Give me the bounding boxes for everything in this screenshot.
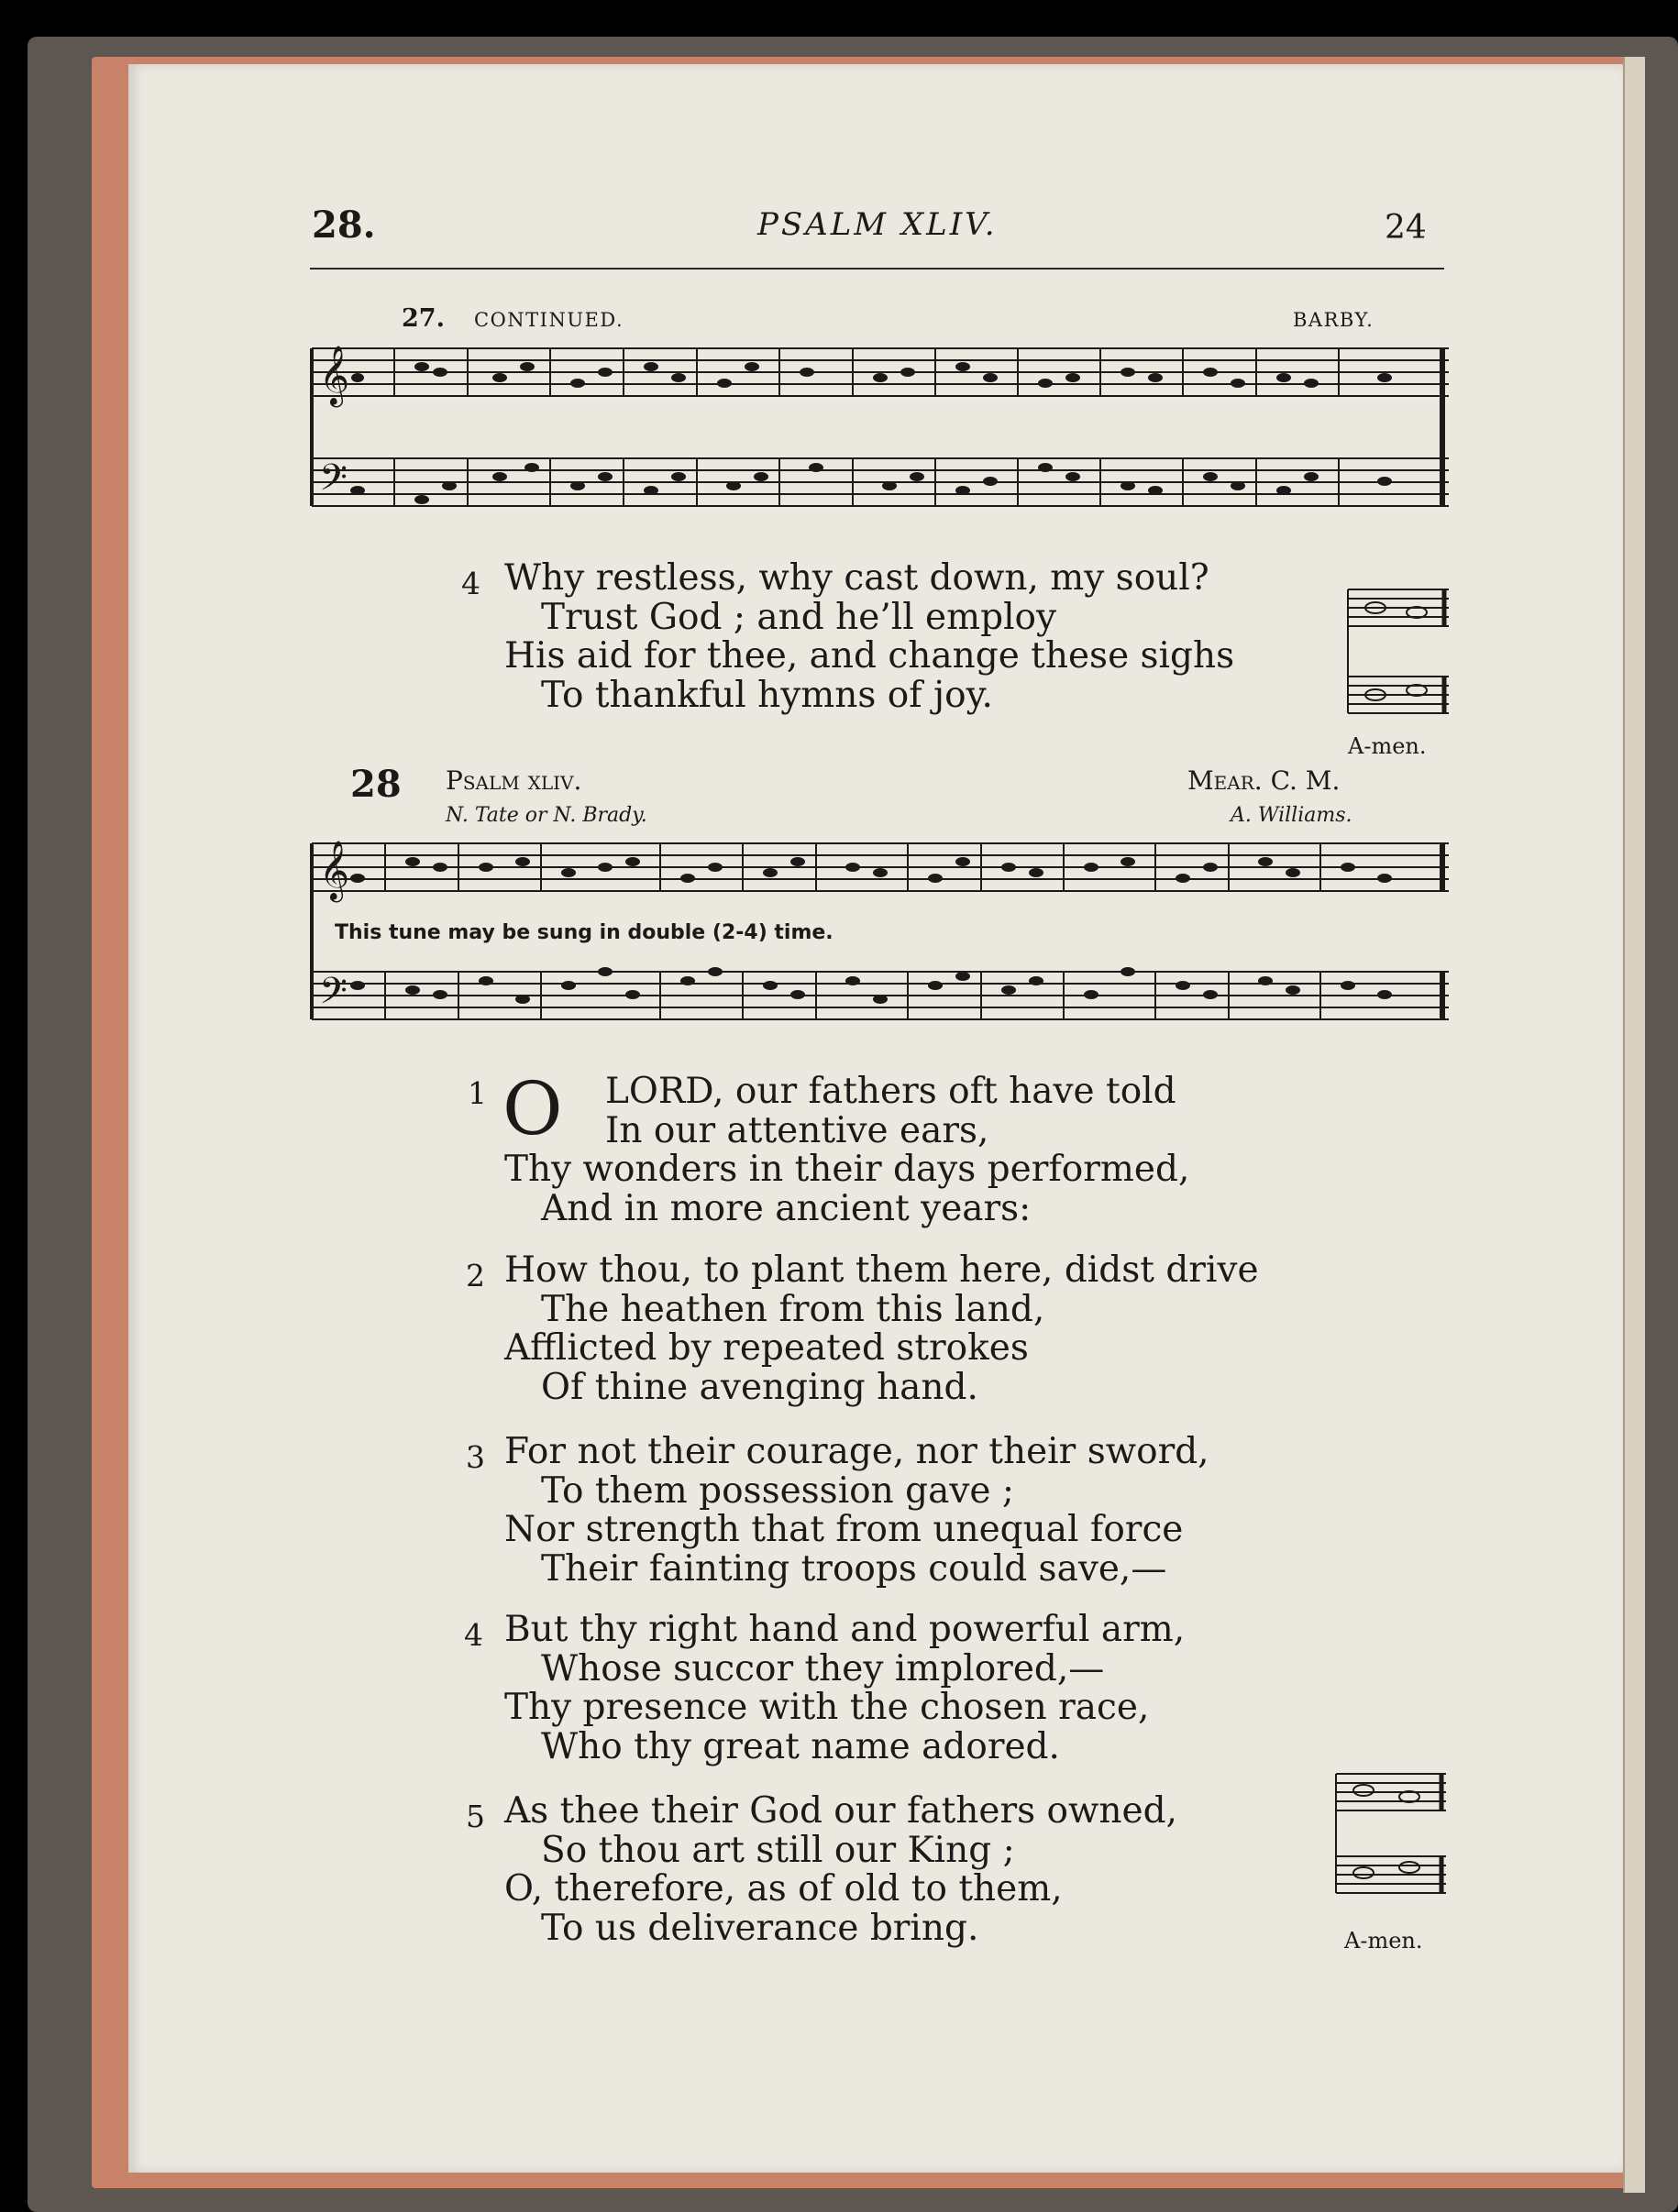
hymn28-tempo-note: This tune may be sung in double (2-4) time. [335, 921, 833, 944]
verse-line: To them possession gave ; [541, 1469, 1015, 1512]
verse-line: And in more ancient years: [541, 1187, 1032, 1229]
hymn27-verse-number: 4 [461, 566, 480, 601]
verse-line: Thy presence with the chosen race, [504, 1687, 1150, 1728]
verse-line: To us deliverance bring. [541, 1907, 979, 1949]
verse-line: Whose succor they implored,— [541, 1647, 1105, 1689]
page-stack-edge [1623, 57, 1645, 2193]
verse-number-4: 4 [464, 1617, 483, 1653]
page-number: 24 [1385, 209, 1427, 247]
hymn28-verse-3 [504, 1433, 1209, 1589]
verse-line: Of thine avenging hand. [541, 1366, 978, 1408]
running-title: PSALM XLIV. [757, 206, 998, 243]
verse-line: Afflicted by repeated strokes [504, 1327, 1029, 1369]
running-hymn-number: 28. [312, 204, 376, 247]
hymn28-verse-2 [504, 1251, 1259, 1407]
verse-line: But thy right hand and powerful arm, [504, 1609, 1186, 1650]
hymn28-amen: A-men. [1344, 1928, 1423, 1953]
verse-number-2: 2 [466, 1258, 485, 1293]
hymn28-number: 28 [350, 763, 402, 806]
verse-line: Thy wonders in their days performed, [504, 1149, 1190, 1190]
verse-line: Nor strength that from unequal force [504, 1509, 1184, 1550]
hymn28-composer: A. Williams. [1231, 804, 1352, 827]
hymn28-verse-5 [504, 1792, 1177, 1948]
svg-text:𝄞: 𝄞 [319, 346, 350, 405]
hymn27-verse4 [504, 559, 1234, 715]
hymn28-psalm-label: Psalm xliv. [446, 765, 582, 796]
verse-line: For not their courage, nor their sword, [504, 1431, 1209, 1472]
verse-line: Their fainting troops could save,— [541, 1547, 1167, 1590]
hymn28-verse-4 [504, 1611, 1185, 1766]
hymn28-verse-1 [502, 1066, 1190, 1229]
svg-text:𝄢: 𝄢 [319, 457, 348, 508]
svg-text:𝄞: 𝄞 [319, 841, 350, 900]
verse-line: O, therefore, as of old to them, [504, 1868, 1063, 1909]
verse-line: Who thy great name adored. [541, 1725, 1060, 1767]
verse-line: The heathen from this land, [541, 1288, 1045, 1330]
hymn27-number: 27. [402, 304, 445, 333]
verse-number-3: 3 [466, 1439, 485, 1475]
hymn27-amen: A-men. [1348, 733, 1427, 759]
verse-line: So thou art still our King ; [541, 1829, 1015, 1871]
verse-line: His aid for thee, and change these sighs [504, 635, 1235, 677]
hymn28-tune-meter: Mear. C. M. [1187, 765, 1341, 796]
verse-line: In our attentive ears, [605, 1109, 989, 1151]
hymn28-amen-staff [1331, 1765, 1451, 1925]
hymn27-amen-staff [1343, 580, 1453, 727]
hymn27-tune-name: BARBY. [1293, 309, 1374, 331]
hymn28-author: N. Tate or N. Brady. [446, 804, 647, 827]
verse-line: LORD, our fathers oft have told [605, 1071, 1176, 1112]
verse-line: Why restless, why cast down, my soul? [504, 557, 1209, 599]
verse-number-1: 1 [468, 1075, 487, 1111]
verse-line: How thou, to plant them here, didst drive [504, 1249, 1259, 1291]
verse-line: To thankful hymns of joy. [541, 674, 993, 716]
hymn27-music-system [303, 339, 1458, 550]
hymn27-continued-label: CONTINUED. [474, 309, 624, 331]
verse-line: As thee their God our fathers owned, [504, 1790, 1177, 1832]
verse-number-5: 5 [466, 1799, 485, 1834]
header-rule [310, 268, 1444, 270]
svg-text:𝄢: 𝄢 [319, 970, 348, 1021]
verse-line: Trust God ; and he’ll employ [541, 596, 1057, 638]
verse1-dropcap: O [502, 1066, 563, 1151]
